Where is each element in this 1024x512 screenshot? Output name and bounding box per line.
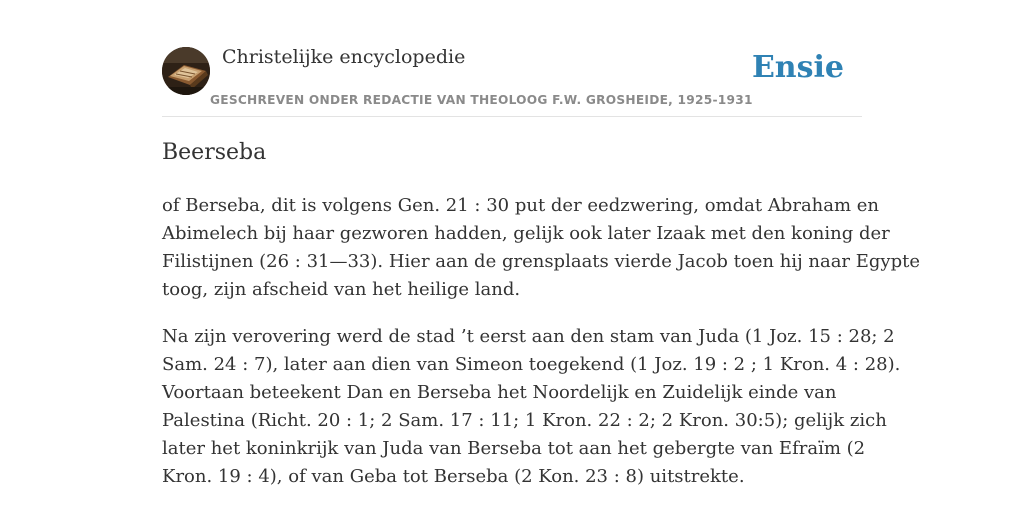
paragraph-line: Na zijn verovering werd de stad ’t eerst aan den stam van Juda (1 Joz. 15 : 28; 2	[162, 326, 895, 347]
article-paragraph	[162, 323, 901, 491]
ensie-logo-link[interactable]: Ensie	[751, 50, 844, 85]
paragraph-line: Filistijnen (26 : 31—33). Hier aan de grensplaats vierde Jacob toen hij naar Egypte	[162, 251, 920, 272]
article-body	[162, 192, 920, 510]
paragraph-line: Kron. 19 : 4), of van Geba tot Berseba (2 Kon. 23 : 8) uitstrekte.	[162, 466, 745, 487]
paragraph-line: Palestina (Richt. 20 : 1; 2 Sam. 17 : 11; 1 Kron. 22 : 2; 2 Kron. 30:5); gelijk zich	[162, 410, 887, 431]
article-paragraph	[162, 192, 920, 304]
site-subtitle: GESCHREVEN ONDER REDACTIE VAN THEOLOOG F.W. GROSHEIDE, 1925-1931	[210, 93, 753, 107]
article-title: Beerseba	[162, 140, 267, 165]
book-photo-icon[interactable]	[162, 47, 210, 95]
paragraph-line: Voortaan beteekent Dan en Berseba het Noordelijk en Zuidelijk einde van	[162, 382, 837, 403]
site-title[interactable]: Christelijke encyclopedie	[222, 46, 466, 68]
paragraph-line: toog, zijn afscheid van het heilige land.	[162, 279, 521, 300]
paragraph-line: later het koninkrijk van Juda van Berseba tot aan het gebergte van Efraïm (2	[162, 438, 866, 459]
paragraph-line: Abimelech bij haar gezworen hadden, gelijk ook later Izaak met den koning der	[162, 223, 890, 244]
paragraph-line: of Berseba, dit is volgens Gen. 21 : 30 put der eedzwering, omdat Abraham en	[162, 195, 880, 216]
site-header	[162, 44, 862, 117]
paragraph-line: Sam. 24 : 7), later aan dien van Simeon toegekend (1 Joz. 19 : 2 ; 1 Kron. 4 : 28).	[162, 354, 901, 375]
